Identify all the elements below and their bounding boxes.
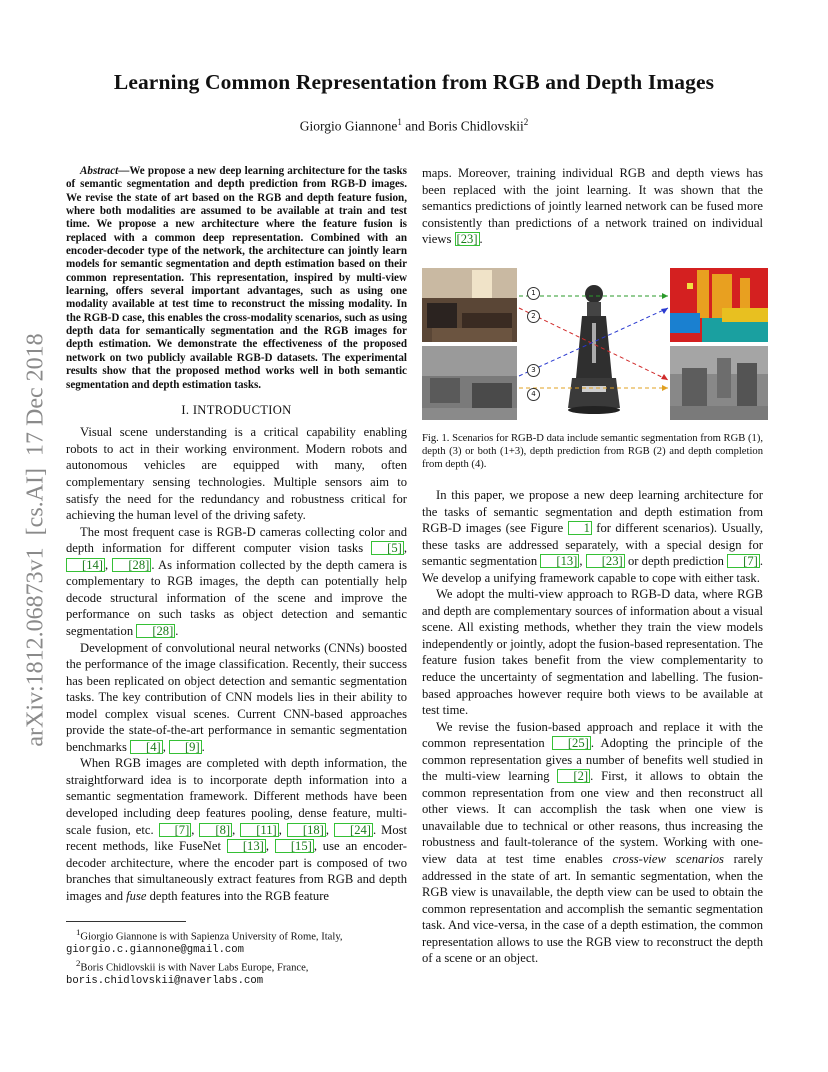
- section-heading: I. INTRODUCTION: [181, 402, 292, 417]
- author-2: Boris Chidlovskii: [428, 118, 524, 134]
- citation-link[interactable]: [8]: [199, 823, 232, 837]
- emphasis-text: cross-view scenarios: [612, 852, 724, 867]
- paragraph-text: . Most recent methods, like FuseNet: [66, 822, 408, 854]
- continued-paragraph: [422, 165, 763, 248]
- paragraph-text: When RGB images are completed with depth information, the straightforward idea is to incorporate depth information into a semantic segmentation framework. Different methods have been developed including deep features pooling, dense feature, multi-scale fusion, etc.: [66, 756, 407, 837]
- footnote-text: Giorgio Giannone is with Sapienza University of Rome, Italy,: [80, 931, 343, 943]
- citation-link[interactable]: [2]: [557, 769, 590, 783]
- paragraph-text: . We develop a unifying framework capable to cope with either task.: [422, 554, 763, 585]
- right-paragraph-1: [422, 487, 763, 586]
- paragraph-text: In this paper, we propose a new deep learning architecture for the tasks of semantic segmentation and depth estimation from RGB-D images (see Figure: [422, 488, 763, 536]
- author-separator: and: [401, 118, 429, 134]
- citation-link[interactable]: [25]: [552, 736, 591, 750]
- abstract-heading: Abstract: [80, 165, 119, 177]
- arrow-2-head: [661, 374, 668, 380]
- citation-link[interactable]: [24]: [334, 823, 373, 837]
- footnote-text: Boris Chidlovskii is with Naver Labs Europe, France,: [80, 962, 309, 974]
- paragraph-text: for different scenarios). Usually, these tasks are addressed separately, with a special design for semantic segmentation: [422, 521, 763, 569]
- paragraph-text: ,: [278, 822, 287, 837]
- footnote-email[interactable]: boris.chidlovskii@naverlabs.com: [66, 975, 264, 988]
- depth-output: [670, 346, 768, 420]
- paragraph-text: . As information collected by the depth camera is complementary to RGB images, the depth can potentially help decode structural information of the scene and improve the performance on such tasks as object detection and semantic segmentation: [66, 557, 407, 638]
- citation-link[interactable]: [13]: [540, 554, 579, 568]
- scenario-marker-3: 3: [527, 364, 540, 377]
- citation-link[interactable]: [23]: [456, 232, 478, 247]
- paragraph-text: or depth prediction: [624, 554, 728, 569]
- footnote-rule: [66, 921, 186, 922]
- arxiv-identifier: arXiv:1812.06873v1 [cs.AI] 17 Dec 2018: [22, 333, 49, 747]
- citation-link[interactable]: [23]: [586, 554, 625, 568]
- citation-link[interactable]: [7]: [727, 554, 760, 568]
- citation-link[interactable]: [9]: [169, 740, 202, 754]
- scenario-marker-2: 2: [527, 310, 540, 323]
- citation-link[interactable]: [13]: [227, 839, 266, 853]
- citation-link[interactable]: [5]: [371, 541, 404, 555]
- segmentation-output: [670, 268, 768, 342]
- paragraph-text: maps. Moreover, training individual RGB and depth views has been replaced with the joint learning. It was shown that the semantics predictions of jointly learned network can be fused more consistently than predictions of a network trained on individual views: [422, 166, 763, 247]
- citation-link[interactable]: [15]: [275, 839, 314, 853]
- footnotes: [66, 921, 407, 988]
- scenario-marker-1: 1: [527, 287, 540, 300]
- paragraph-text: ,: [162, 739, 169, 754]
- intro-paragraph-3: [66, 640, 407, 756]
- footnote-2: [66, 957, 407, 988]
- author-2-mark: 2: [523, 117, 529, 127]
- left-column: [66, 165, 407, 904]
- paragraph-text: ,: [579, 554, 586, 569]
- paragraph-text: Development of convolutional neural networks (CNNs) boosted the performance of the image classification. Recently, their success has been replicated on object detection and semantic segmentation tasks. The key contribution of CNN models lies in their ability to model complex visual scenes. Current CNN-based approaches provide the state-of-the-art performance in semantic segmentation benchmarks: [66, 640, 407, 754]
- footnote-mark: 2: [76, 958, 81, 969]
- paragraph-text: We revise the fusion-based approach and replace it with the common representation: [422, 719, 763, 751]
- emphasis-text: fuse: [126, 888, 147, 903]
- paragraph-text: depth features into the RGB feature: [146, 888, 330, 903]
- figure-1: [422, 268, 768, 420]
- paragraph-text: .: [479, 232, 483, 247]
- paragraph-text: The most frequent case is RGB-D cameras collecting color and depth information for different computer vision tasks: [66, 524, 407, 556]
- depth-image: [422, 346, 517, 420]
- intro-paragraph-2: [66, 524, 407, 640]
- paragraph-text: .: [201, 739, 205, 754]
- footnote-1: [66, 926, 407, 957]
- author-1-mark: 1: [397, 117, 402, 127]
- right-column-bottom: [422, 487, 763, 967]
- author-1: Giorgio Giannone: [299, 118, 398, 134]
- intro-paragraph-1: Visual scene understanding is a critical capability enabling robots to act in their working environment. Modern robots and autonomous vehicles are equipped with many, often complementary sensing technologies. Multiple sensors aim to satisfy the need for the redundancy and robustness critical for achieving the human level of the driving safety.: [66, 425, 407, 523]
- footnote-mark: 1: [76, 927, 81, 937]
- paragraph-text: , use an encoder-decoder architecture, where the encoder part is composed of two branches that simultaneously extract features from RGB and depth images and: [66, 839, 407, 903]
- citation-link[interactable]: [7]: [159, 823, 192, 837]
- paragraph-text: ,: [191, 822, 200, 837]
- abstract-text: —We propose a new deep learning architecture for the tasks of semantic segmentation and depth prediction from RGB-D images. We revise the state of art based on the RGB and depth feature fusion, where both modalities are assumed to be available at train and test time. We propose a new architecture where the feature fusion is replaced with a common deep representation. Combined with an encoder-decoder type of the network, the architecture can jointly learn models for semantic segmentation and depth estimation based on their common representation. This representation, inspired by multi-view learning, offers several important advantages, such as using one modality available at test time to reconstruct the missing modality. In the RGB-D case, this enables the cross-modality scenarios, such as using depth data for semantically segmentation and the RGB images for depth estimation. We demonstrate the effectiveness of the proposed network on two publicly available RGB-D datasets. The experimental results show that the proposed method works well in both semantic segmentation and depth estimation tasks.: [66, 165, 407, 391]
- paper-title: Learning Common Representation from RGB and Depth Images: [113, 70, 715, 94]
- figure-reference-link[interactable]: 1: [568, 521, 592, 535]
- paragraph-text: .: [175, 623, 179, 638]
- author-line: [0, 117, 828, 135]
- paragraph-text: ,: [104, 557, 113, 572]
- abstract: [66, 165, 407, 392]
- citation-link[interactable]: [18]: [287, 823, 326, 837]
- arrow-4-head: [662, 385, 668, 391]
- figure-graphic: [422, 268, 768, 420]
- right-paragraph-2: We adopt the multi-view approach to RGB-D data, where RGB and depth are complementary sources of information about a visual scene. All existing methods, whether they train the view models independently or jointly, adopt the fusion-based representation. The feature fusion takes benefit from the view complementarity to reduce the uncertainty of segmentation and labelling. The fusion-based approaches however require both views to be available at test time.: [422, 587, 763, 718]
- citation-link[interactable]: [14]: [66, 558, 105, 572]
- arrow-1-head: [662, 293, 668, 299]
- right-column-top: [422, 165, 763, 248]
- paragraph-text: . Adopting the principle of the common representation gives a number of benefits well studied in the multi-view learning: [422, 736, 764, 784]
- robot-image: [568, 285, 620, 414]
- paragraph-text: ,: [232, 822, 241, 837]
- intro-paragraph-4: [66, 755, 407, 904]
- footnote-email[interactable]: giorgio.c.giannone@gmail.com: [66, 944, 245, 957]
- citation-link[interactable]: [28]: [112, 558, 151, 572]
- citation-link[interactable]: [11]: [240, 823, 279, 837]
- paragraph-text: rarely addressed in the state of art. In semantic segmentation, when the RGB view is unavailable, the depth view can be used to obtain the common representation and accomplish the semantic segmentation task. And vice-versa, in the case of a depth estimation, the common representation allows to use the RGB view to reconstruct the depth of a scene or an object.: [422, 852, 763, 966]
- right-paragraph-3: [422, 719, 763, 967]
- paragraph-text: ,: [403, 541, 407, 556]
- figure-caption: Fig. 1. Scenarios for RGB-D data include semantic segmentation from RGB (1), depth (3) or both (1+3), depth prediction from RGB (2) and depth completion from depth (4).: [422, 433, 763, 470]
- citation-link[interactable]: [28]: [136, 624, 175, 638]
- rgb-image: [422, 268, 517, 342]
- paragraph-text: ,: [325, 822, 335, 837]
- scenario-marker-4: 4: [527, 388, 540, 401]
- citation-link[interactable]: [4]: [130, 740, 163, 754]
- paragraph-text: ,: [265, 839, 275, 854]
- paragraph-text: . First, it allows to obtain the common representation from one view and then reconstruct all other views. It can accomplish the task when one view is unavailable due to technical or other reasons, thus increasing the robustness and fault-tolerance of the system. Working with one-view data at test time enables: [422, 769, 763, 867]
